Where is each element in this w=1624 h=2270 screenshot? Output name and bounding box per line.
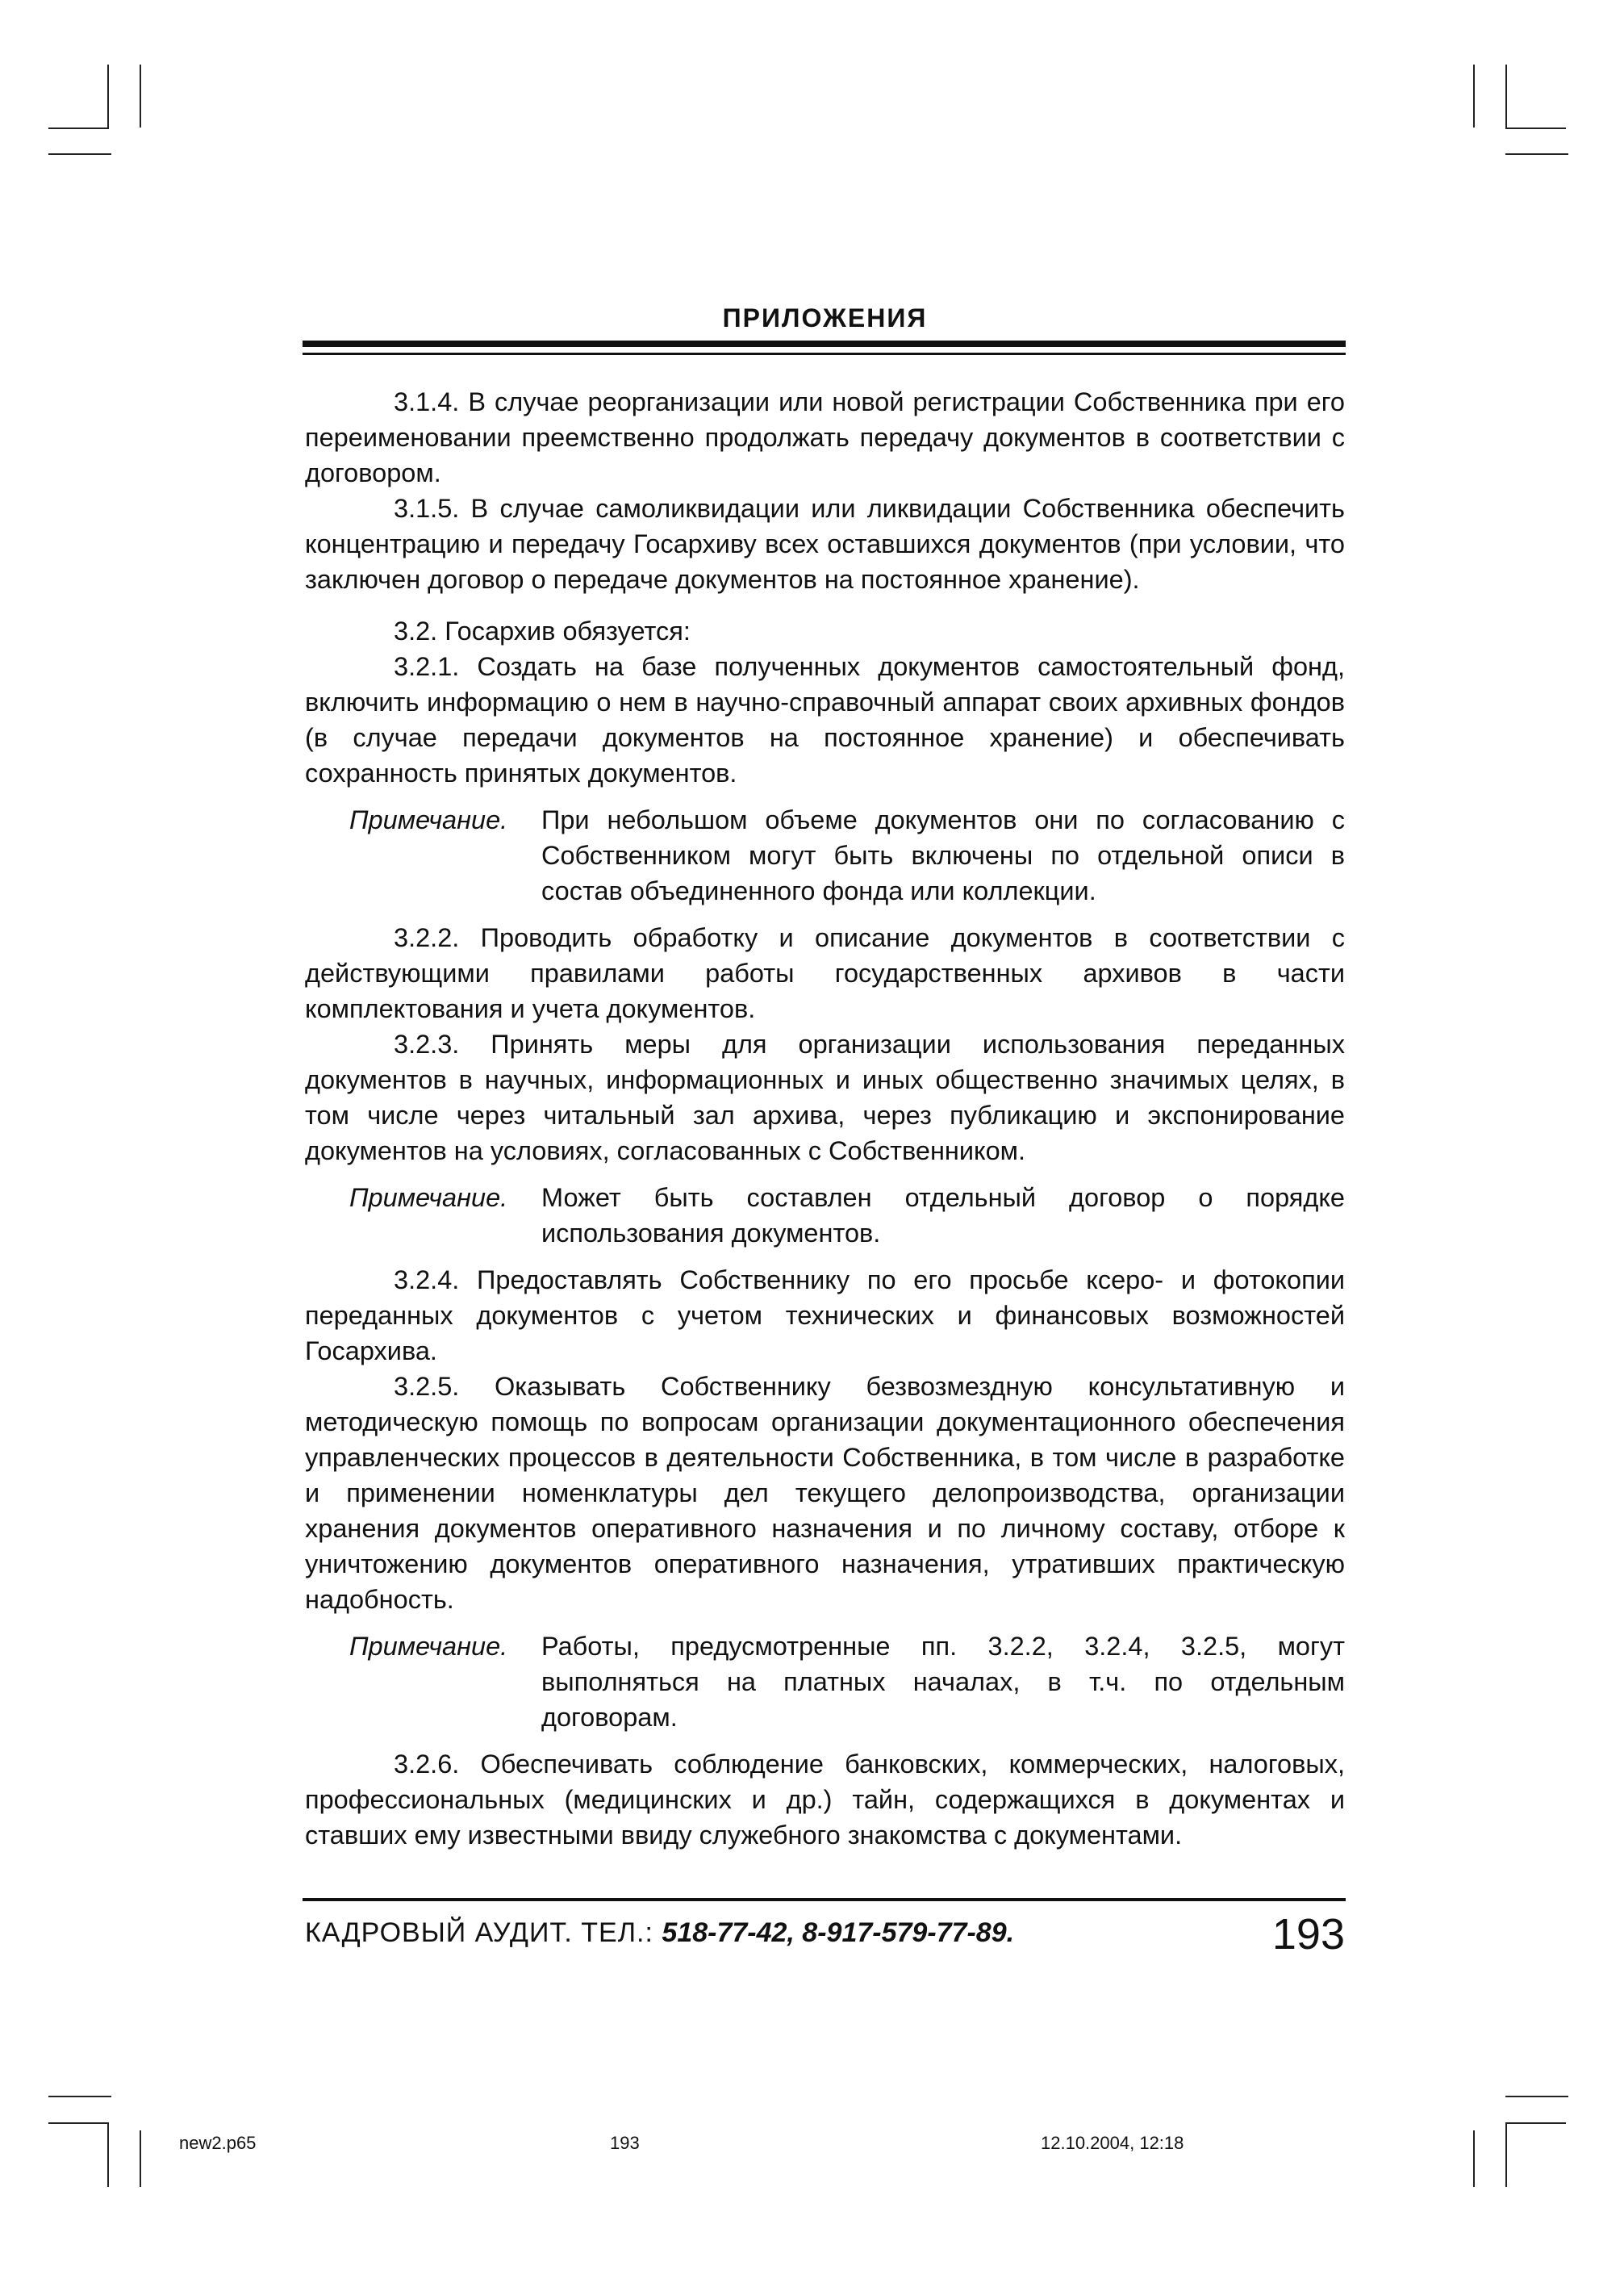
note-text: При небольшом объеме документов они по согласованию с Собственником могут быть включены по отдельной описи в состав объединенного фонда или коллекции. (541, 805, 1345, 905)
crop-mark (48, 2122, 109, 2124)
note-1 (305, 802, 1345, 909)
header-rule-thick (303, 341, 1346, 347)
crop-mark (1505, 2122, 1507, 2187)
footer-rule (303, 1898, 1346, 1901)
footer-label: КАДРОВЫЙ АУДИТ. ТЕЛ.: (305, 1917, 653, 1948)
running-header: ПРИЛОЖЕНИЯ (722, 303, 928, 332)
note-label: Примечание. (349, 805, 508, 834)
note-2 (305, 1180, 1345, 1251)
slug-file: new2.p65 (179, 2133, 257, 2153)
paragraph-3-2-5: 3.2.5. Оказывать Собственнику безвозмездную консультативную и методическую помощь по вопросам организации документационного обеспечения управленческих процессов в деятельности Собственника, в том числе в разработке и применении номенклатуры дел текущего делопроизводства, организации хранения документов оперативного назначения и по личному составу, отборе к уничтожению документов оперативного назначения, утративших практическую надобность. (305, 1372, 1345, 1614)
paragraph-3-2-6: 3.2.6. Обеспечивать соблюдение банковских, коммерческих, налоговых, профессиональных (медицинских и др.) тайн, содержащихся в документах и ставших ему известными ввиду служебного знакомства с документами. (305, 1750, 1345, 1850)
crop-mark (1505, 2096, 1568, 2097)
crop-mark (48, 153, 111, 155)
header-rule-thin (303, 353, 1346, 355)
slug-datetime: 12.10.2004, 12:18 (1041, 2133, 1184, 2153)
crop-mark (140, 65, 141, 128)
paragraph-3-2-1: 3.2.1. Создать на базе полученных документов самостоятельный фонд, включить информацию о нем в научно-справочный аппарат своих архивных фондов (в случае передачи документов на постоянное хранение) и обеспечивать сохранность принятых документов. (305, 652, 1345, 788)
crop-mark (107, 65, 109, 128)
crop-mark (1473, 2130, 1475, 2187)
crop-mark (1473, 65, 1475, 128)
page-number: 193 (1271, 1910, 1345, 1959)
paragraph-3-2-3: 3.2.3. Принять меры для организации использования переданных документов в научных, информационных и иных общественно значимых целях, в том числе через читальный зал архива, через публикацию и экспонирование документов на условиях, согласованных с Собственником. (305, 1030, 1345, 1165)
crop-mark (140, 2130, 141, 2187)
document-body (305, 384, 1345, 1853)
paragraph-3-1-5: 3.1.5. В случае самоликвидации или ликвидации Собственника обеспечить концентрацию и передачу Госархиву всех оставшихся документов (при условии, что заключен договор о передаче документов на постоянное хранение). (305, 494, 1345, 594)
crop-mark (48, 128, 109, 129)
paragraph-3-1-4: 3.1.4. В случае реорганизации или новой регистрации Собственника при его переименовании преемственно продолжать передачу документов в соответствии с договором. (305, 387, 1345, 487)
crop-mark (1505, 2122, 1566, 2124)
crop-mark (1505, 128, 1566, 129)
paragraph-3-2-4: 3.2.4. Предоставлять Собственнику по его просьбе ксеро- и фотокопии переданных документов с учетом технических и финансовых возможностей Госархива. (305, 1265, 1345, 1365)
footer-phones: 518-77-42, 8-917-579-77-89. (662, 1917, 1015, 1948)
note-3 (305, 1628, 1345, 1735)
slug-page: 193 (610, 2133, 640, 2153)
crop-mark (1505, 65, 1507, 128)
paragraph-3-2-2: 3.2.2. Проводить обработку и описание документов в соответствии с действующими правилами работы государственных архивов в части комплектования и учета документов. (305, 923, 1345, 1023)
page-footer (305, 1911, 1345, 1959)
note-text: Может быть составлен отдельный договор о порядке использования документов. (541, 1183, 1345, 1248)
note-label: Примечание. (349, 1632, 508, 1661)
crop-mark (1505, 153, 1568, 155)
crop-mark (107, 2122, 109, 2187)
paragraph-3-2: 3.2. Госархив обязуется: (394, 617, 691, 646)
crop-mark (48, 2096, 111, 2097)
note-label: Примечание. (349, 1183, 508, 1212)
footer-contact (305, 1917, 1014, 1949)
note-text: Работы, предусмотренные пп. 3.2.2, 3.2.4, 3.2.5, могут выполняться на платных началах, в т.ч. по отдельным договорам. (541, 1632, 1345, 1732)
